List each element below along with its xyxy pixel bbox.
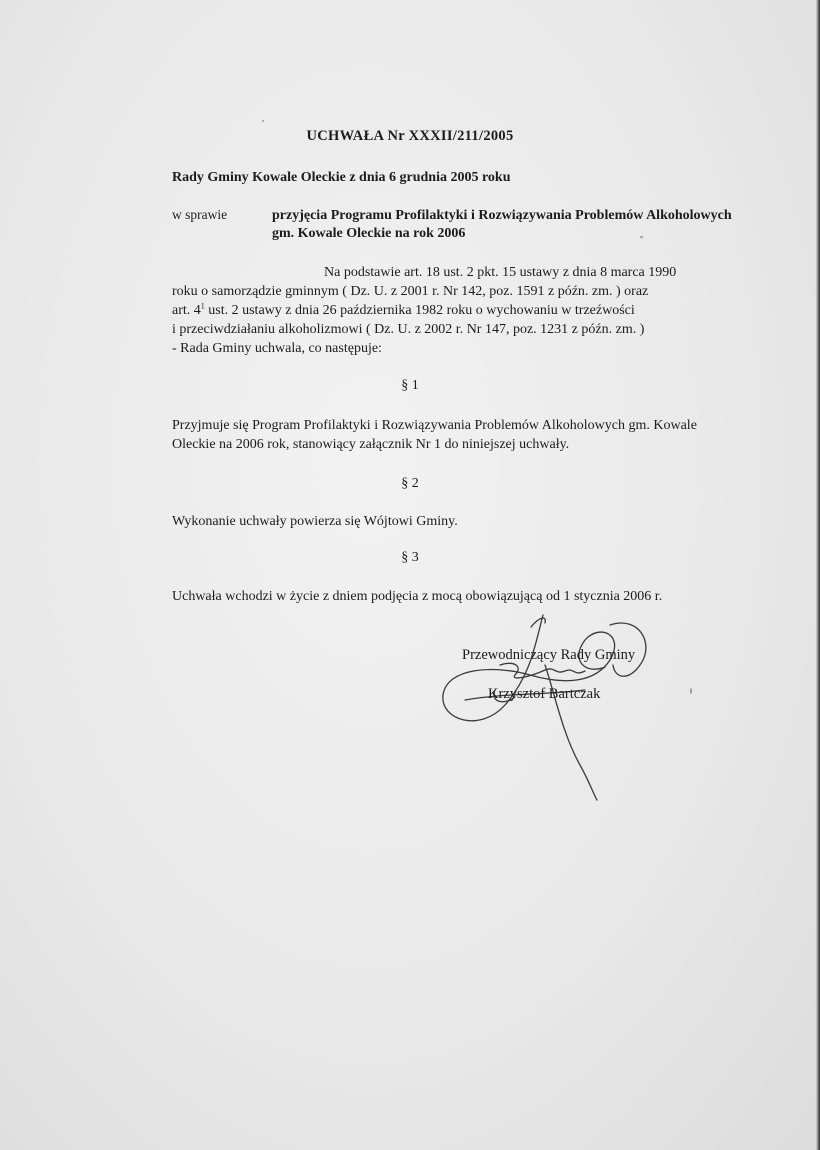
subject-text: przyjęcia Programu Profilaktyki i Rozwiązywania Problemów Alkoholowych gm. Kowale Oleckie na rok 2006 (272, 208, 732, 241)
legal-basis-superscript: 1 (200, 301, 205, 311)
legal-basis-line: art. 4 (172, 303, 201, 318)
legal-basis-line: i przeciwdziałaniu alkoholizmowi ( Dz. U. z 2002 r. Nr 147, poz. 1231 z późn. zm. ) (172, 322, 645, 337)
subject-label: w sprawie (172, 207, 228, 222)
section-text-1: Przyjmuje się Program Profilaktyki i Rozwiązywania Problemów Alkoholowych gm. Kowale Oleckie na 2006 rok, stanowiący załącznik Nr 1 do niniejszej uchwały. (172, 418, 697, 452)
legal-basis (172, 263, 742, 358)
section-text-3: Uchwała wchodzi w życie z dniem podjęcia z mocą obowiązującą od 1 stycznia 2006 r. (172, 589, 663, 604)
scan-edge (816, 0, 820, 1150)
scan-speck (640, 236, 643, 238)
scan-speck (690, 688, 692, 694)
handwritten-signature (435, 605, 705, 805)
resolution-title: UCHWAŁA Nr XXXII/211/2005 (306, 128, 514, 144)
scan-speck (262, 120, 264, 122)
legal-basis-line: Na podstawie art. 18 ust. 2 pkt. 15 ustawy z dnia 8 marca 1990 (324, 265, 677, 280)
signatory-role: Przewodniczący Rady Gminy (462, 647, 636, 663)
legal-basis-line: - Rada Gminy uchwala, co następuje: (172, 341, 382, 356)
section-mark-2: § 2 (401, 476, 419, 491)
section-mark-1: § 1 (401, 378, 419, 393)
section-text-2: Wykonanie uchwały powierza się Wójtowi Gminy. (172, 514, 458, 529)
signature-block (435, 605, 705, 805)
legal-basis-line: roku o samorządzie gminnym ( Dz. U. z 2001 r. Nr 142, poz. 1591 z późn. zm. ) oraz (172, 284, 649, 299)
resolution-subtitle: Rady Gminy Kowale Oleckie z dnia 6 grudnia 2005 roku (172, 170, 511, 185)
section-mark-3: § 3 (401, 550, 419, 565)
legal-basis-line: ust. 2 ustawy z dnia 26 października 1982 roku o wychowaniu w trzeźwości (204, 303, 635, 318)
signatory-name: Krzysztof Bartczak (488, 686, 601, 702)
